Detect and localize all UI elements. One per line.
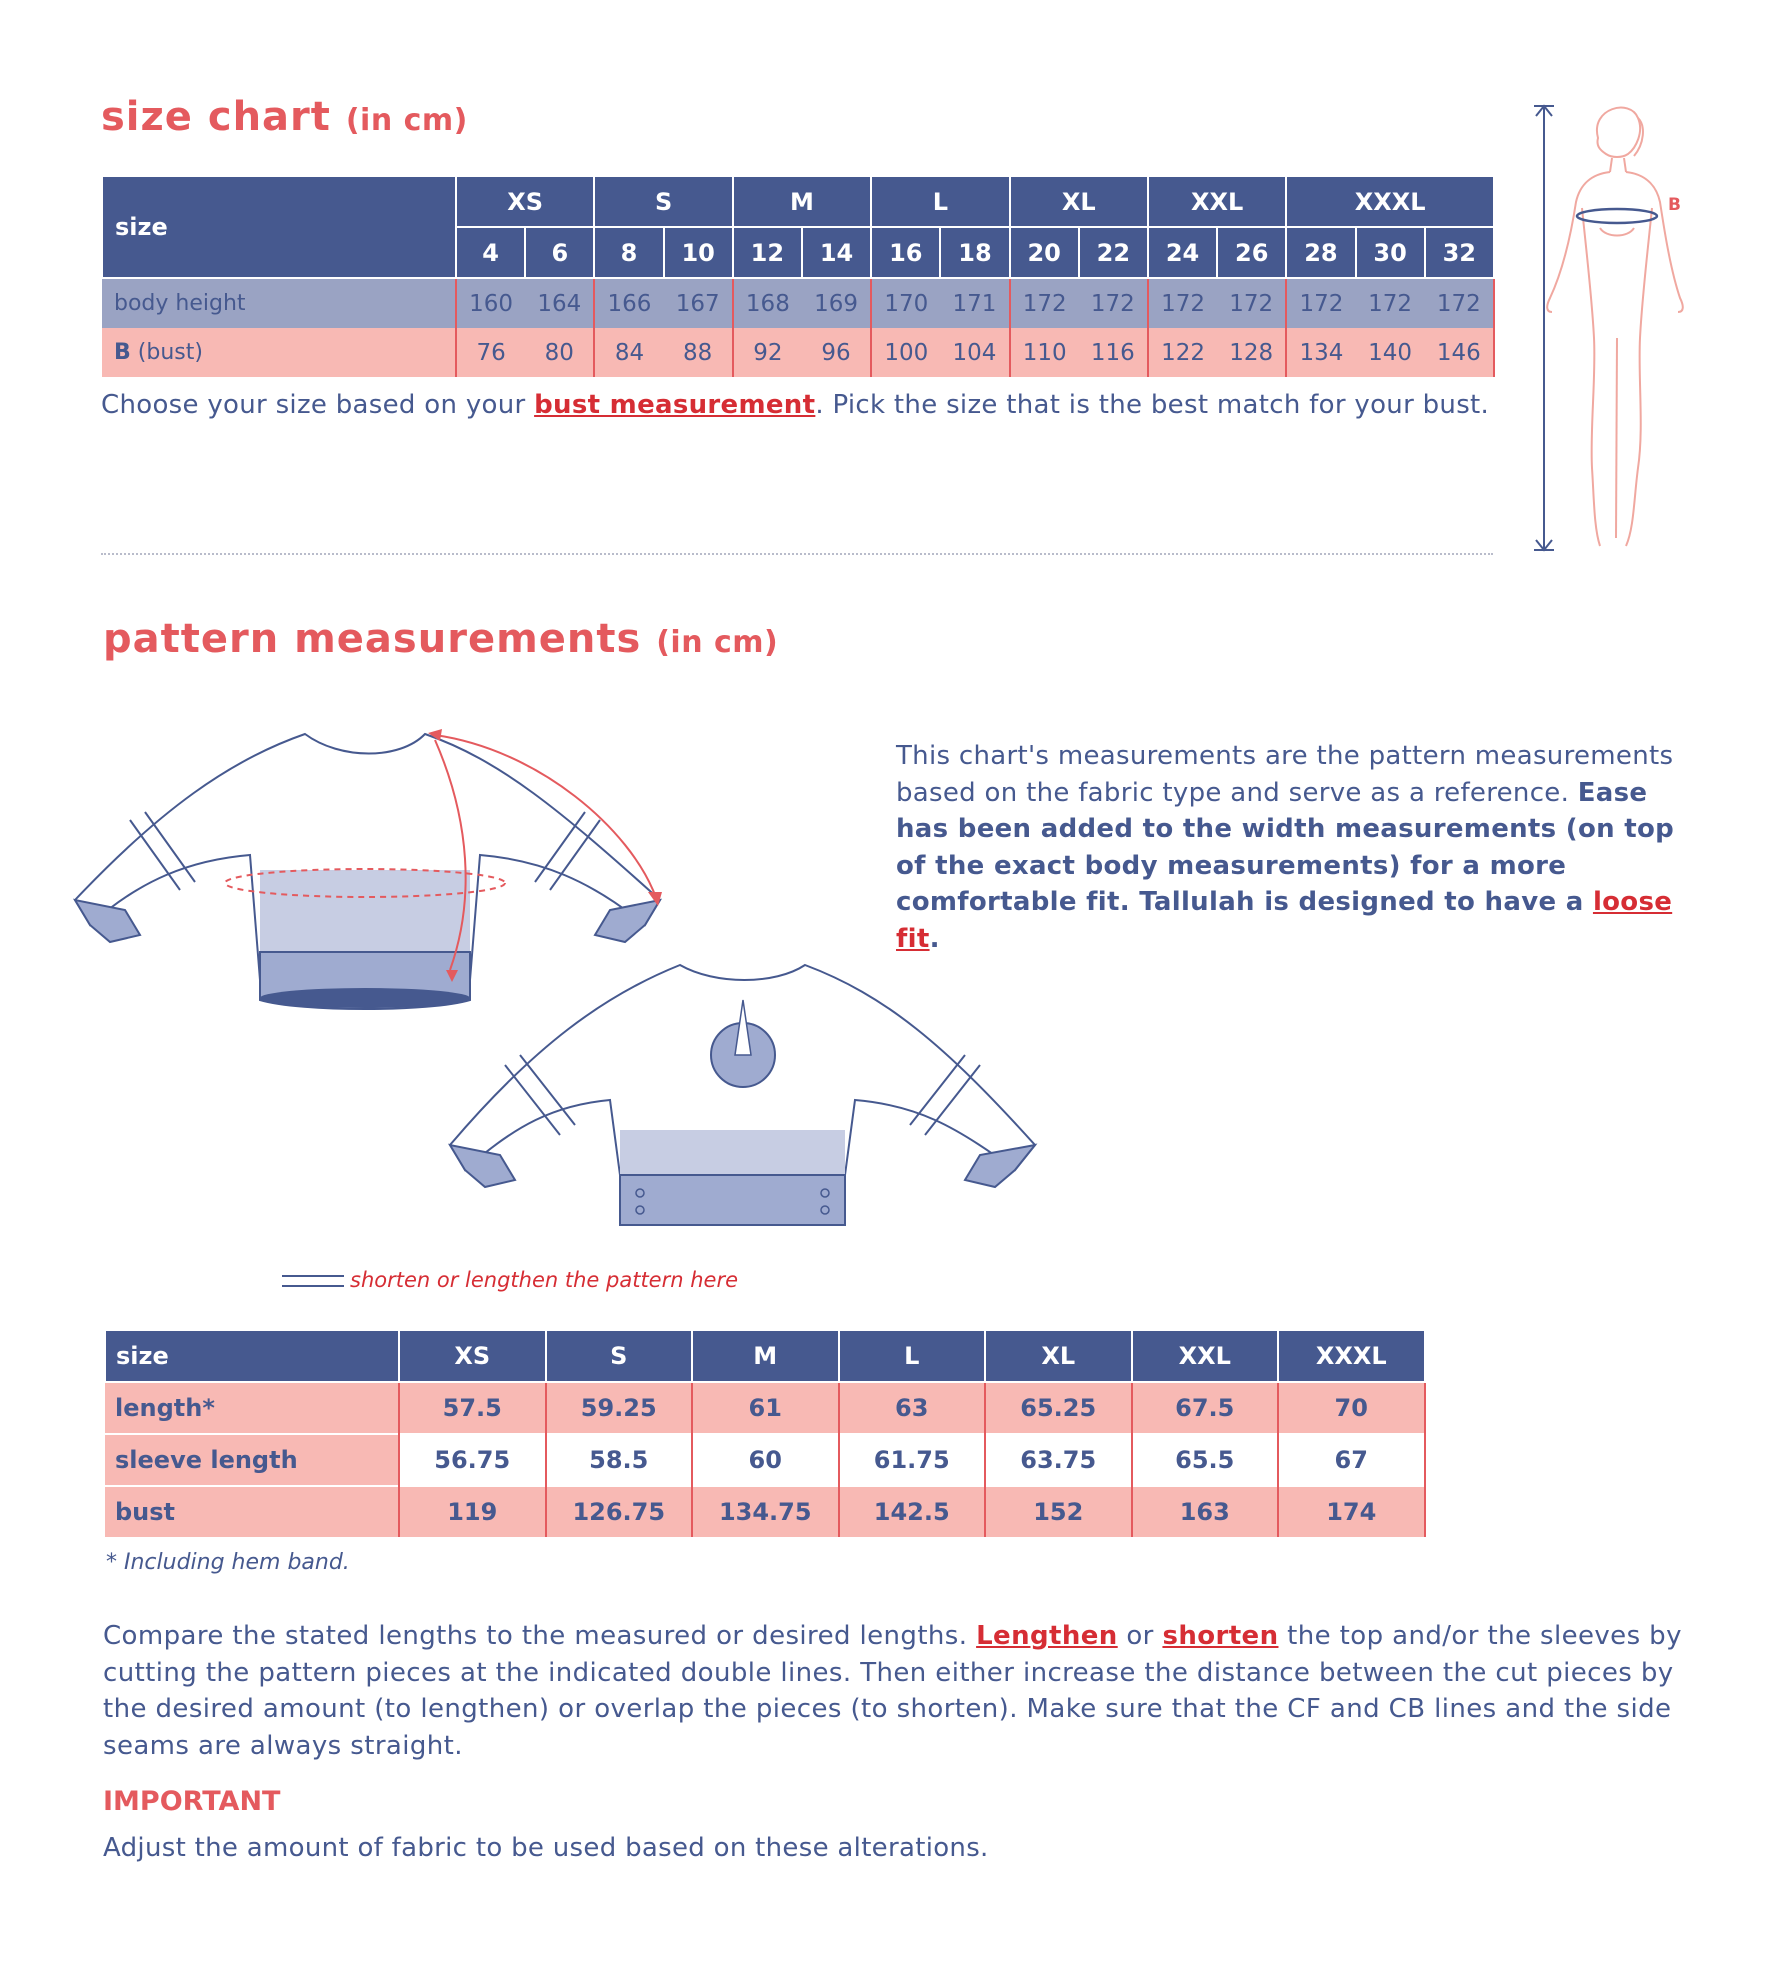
pattern-value-cell: 58.5 — [546, 1434, 693, 1486]
bust-cell: 134 — [1286, 328, 1355, 377]
bust-cell: 140 — [1356, 328, 1425, 377]
bust-cell: 92 — [733, 328, 802, 377]
size-instruction-part1: Choose your size based on your — [101, 390, 535, 420]
pattern-size-xs: XS — [399, 1330, 546, 1382]
size-header-label: size — [102, 176, 456, 278]
back-garment-illustration — [445, 955, 1045, 1245]
body-height-cell: 170 — [871, 278, 940, 328]
pattern-value-cell: 142.5 — [839, 1486, 986, 1537]
woman-figure-icon — [1547, 108, 1683, 546]
body-height-cell: 172 — [1286, 278, 1355, 328]
pattern-row-label: sleeve length — [105, 1434, 399, 1486]
bust-cell: 116 — [1079, 328, 1148, 377]
size-chart-unit: (in cm) — [345, 103, 468, 138]
body-height-cell: 172 — [1148, 278, 1217, 328]
bust-label-b: B — [114, 340, 131, 365]
pattern-size-l: L — [839, 1330, 986, 1382]
size-number-cell: 30 — [1356, 227, 1425, 278]
size-number-cell: 14 — [802, 227, 871, 278]
bust-cell: 100 — [871, 328, 940, 377]
size-chart-table — [101, 175, 1495, 377]
bust-cell: 104 — [940, 328, 1009, 377]
pattern-row — [105, 1434, 1425, 1486]
pattern-value-cell: 126.75 — [546, 1486, 693, 1537]
size-group-xxxl: XXXL — [1286, 176, 1494, 227]
pattern-value-cell: 65.25 — [985, 1382, 1132, 1434]
pattern-unit: (in cm) — [656, 625, 779, 660]
body-height-cell: 164 — [525, 278, 594, 328]
pattern-measurements-table — [104, 1329, 1426, 1537]
bust-cell: 110 — [1010, 328, 1079, 377]
important-text: Adjust the amount of fabric to be used based on these alterations. — [103, 1833, 989, 1863]
loose-fit-link[interactable]: loose fit — [896, 887, 1673, 954]
body-height-row — [102, 278, 1494, 328]
bust-cell: 80 — [525, 328, 594, 377]
important-heading: IMPORTANT — [103, 1786, 281, 1817]
pattern-size-label: size — [105, 1330, 399, 1382]
pattern-description — [896, 738, 1696, 957]
pattern-value-cell: 70 — [1278, 1382, 1425, 1434]
pattern-value-cell: 119 — [399, 1486, 546, 1537]
bust-cell: 84 — [594, 328, 663, 377]
pattern-size-xl: XL — [985, 1330, 1132, 1382]
bust-measurement-link[interactable]: bust measurement — [534, 390, 816, 420]
body-height-label: body height — [102, 278, 456, 328]
size-number-cell: 26 — [1217, 227, 1286, 278]
bust-label-rest: (bust) — [137, 340, 203, 365]
size-number-cell: 18 — [940, 227, 1009, 278]
pattern-value-cell: 174 — [1278, 1486, 1425, 1537]
legend-text: shorten or lengthen the pattern here — [350, 1268, 738, 1292]
body-height-cell: 172 — [1356, 278, 1425, 328]
height-arrow-icon — [1534, 106, 1554, 550]
pattern-value-cell: 67.5 — [1132, 1382, 1279, 1434]
pattern-value-cell: 61.75 — [839, 1434, 986, 1486]
pattern-value-cell: 63.75 — [985, 1434, 1132, 1486]
figure-bust-label: B — [1668, 195, 1681, 215]
body-height-cell: 172 — [1425, 278, 1494, 328]
pattern-title-text: pattern measurements — [103, 616, 642, 662]
size-group-m: M — [733, 176, 871, 227]
footnote: * Including hem band. — [106, 1550, 350, 1575]
pattern-value-cell: 65.5 — [1132, 1434, 1279, 1486]
lengthen-link[interactable]: Lengthen — [976, 1621, 1118, 1651]
pattern-row-label: bust — [105, 1486, 399, 1537]
size-number-cell: 32 — [1425, 227, 1494, 278]
size-chart-title-text: size chart — [101, 94, 331, 140]
pattern-value-cell: 152 — [985, 1486, 1132, 1537]
pattern-row — [105, 1382, 1425, 1434]
double-line-legend-icon — [282, 1275, 344, 1287]
size-group-s: S — [594, 176, 732, 227]
pattern-value-cell: 63 — [839, 1382, 986, 1434]
body-height-cell: 172 — [1010, 278, 1079, 328]
size-group-l: L — [871, 176, 1009, 227]
body-height-cell: 169 — [802, 278, 871, 328]
bust-cell: 96 — [802, 328, 871, 377]
pattern-size-s: S — [546, 1330, 693, 1382]
size-number-cell: 24 — [1148, 227, 1217, 278]
size-number-cell: 20 — [1010, 227, 1079, 278]
size-number-cell: 16 — [871, 227, 940, 278]
alteration-paragraph — [103, 1618, 1703, 1764]
size-instruction-part2: . Pick the size that is the best match for your bust. — [815, 390, 1490, 420]
pattern-value-cell: 134.75 — [692, 1486, 839, 1537]
size-number-cell: 4 — [456, 227, 525, 278]
bust-cell: 146 — [1425, 328, 1494, 377]
body-figure-illustration — [1520, 98, 1700, 558]
bust-row — [102, 328, 1494, 377]
size-instruction — [101, 390, 1489, 420]
pattern-value-cell: 67 — [1278, 1434, 1425, 1486]
body-height-cell: 167 — [664, 278, 733, 328]
pattern-value-cell: 60 — [692, 1434, 839, 1486]
bust-line-icon — [1577, 209, 1657, 223]
body-height-cell: 166 — [594, 278, 663, 328]
pattern-value-cell: 61 — [692, 1382, 839, 1434]
body-height-cell: 168 — [733, 278, 802, 328]
size-chart-title — [101, 94, 468, 140]
size-number-cell: 22 — [1079, 227, 1148, 278]
size-group-xl: XL — [1010, 176, 1148, 227]
size-group-xxl: XXL — [1148, 176, 1286, 227]
pattern-description-bold: Ease has been added to the width measurements (on top of the exact body measurements) for a more comfortable fit. Tallulah is designed to have a — [896, 777, 1675, 917]
alteration-text-1: Compare the stated lengths to the measured or desired lengths. — [103, 1621, 977, 1651]
alteration-text-2: or — [1117, 1621, 1163, 1651]
body-height-cell: 160 — [456, 278, 525, 328]
size-number-cell: 12 — [733, 227, 802, 278]
body-height-cell: 172 — [1217, 278, 1286, 328]
size-number-cell: 6 — [525, 227, 594, 278]
bust-label — [102, 328, 456, 377]
size-group-row — [102, 176, 1494, 227]
pattern-row — [105, 1486, 1425, 1537]
pattern-value-cell: 163 — [1132, 1486, 1279, 1537]
pattern-description-end: . — [929, 923, 940, 954]
pattern-size-row — [105, 1330, 1425, 1382]
size-number-cell: 8 — [594, 227, 663, 278]
section-divider — [101, 553, 1493, 555]
pattern-value-cell: 57.5 — [399, 1382, 546, 1434]
pattern-value-cell: 56.75 — [399, 1434, 546, 1486]
pattern-description-plain: This chart's measurements are the pattern measurements based on the fabric type and serve as a reference. — [896, 741, 1674, 808]
body-height-cell: 172 — [1079, 278, 1148, 328]
pattern-value-cell: 59.25 — [546, 1382, 693, 1434]
pattern-size-m: M — [692, 1330, 839, 1382]
pattern-size-xxl: XXL — [1132, 1330, 1279, 1382]
pattern-title — [103, 616, 778, 662]
body-height-cell: 171 — [940, 278, 1009, 328]
size-number-cell: 10 — [664, 227, 733, 278]
size-group-xs: XS — [456, 176, 594, 227]
shorten-link[interactable]: shorten — [1162, 1621, 1279, 1651]
bust-cell: 88 — [664, 328, 733, 377]
pattern-size-xxxl: XXXL — [1278, 1330, 1425, 1382]
size-number-cell: 28 — [1286, 227, 1355, 278]
alteration-text-3: the top and/or the sleeves by cutting the pattern pieces at the indicated double lines. Then either increase the distance between the cut pieces by the desired amount (to lengthen) or overlap the pieces (to shorten). Make sure that the CF and CB lines and the side seams are always straight. — [103, 1621, 1682, 1761]
bust-cell: 76 — [456, 328, 525, 377]
pattern-row-label: length* — [105, 1382, 399, 1434]
bust-cell: 128 — [1217, 328, 1286, 377]
bust-cell: 122 — [1148, 328, 1217, 377]
